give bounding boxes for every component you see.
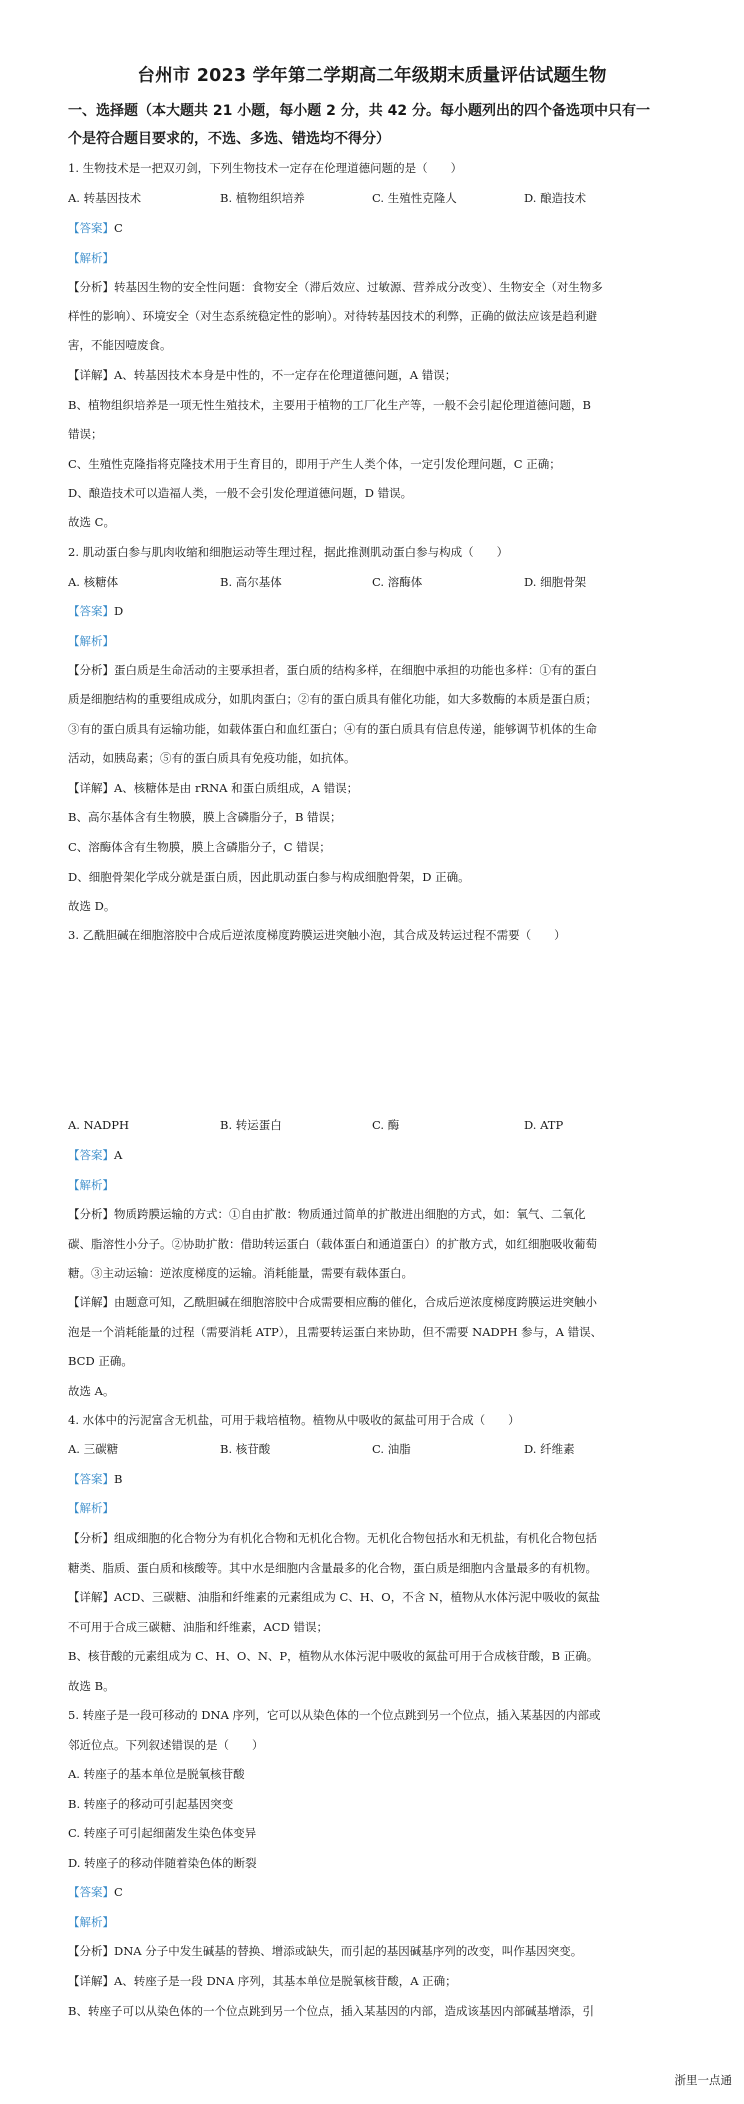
question-5-stem: 邻近位点。下列叙述错误的是（ ） xyxy=(68,1738,264,1752)
answer-value: C xyxy=(114,221,123,235)
analysis-tag: 【解析】 xyxy=(68,1178,114,1192)
question-5-text-line: 【详解】A、转座子是一段 DNA 序列，其基本单位是脱氧核苷酸，A 正确； xyxy=(68,1974,457,1988)
section-heading-line-1: 一、选择题（本大题共 21 小题，每小题 2 分，共 42 分。每小题列出的四个备选项中只有一 xyxy=(68,103,650,119)
answer-tag: 【答案】 xyxy=(68,1472,114,1486)
option-c: C. 油脂 xyxy=(372,1442,411,1456)
question-3-text-line: 故选 A。 xyxy=(68,1384,115,1398)
question-4-text-line: 【详解】ACD、三碳糖、油脂和纤维素的元素组成为 C、H、O，不含 N，植物从水体污泥中吸收的氮盐 xyxy=(68,1590,600,1604)
question-4-text-line: 【分析】组成细胞的化合物分为有机化合物和无机化合物。无机化合物包括水和无机盐，有机化合物包括 xyxy=(68,1531,597,1545)
question-3-text-line: 【分析】物质跨膜运输的方式：①自由扩散：物质通过简单的扩散进出细胞的方式，如：氧气、二氧化 xyxy=(68,1207,586,1221)
answer-tag: 【答案】 xyxy=(68,221,114,235)
question-2-text-line: B、高尔基体含有生物膜，膜上含磷脂分子，B 错误； xyxy=(68,810,342,824)
question-1-stem: 1. 生物技术是一把双刃剑，下列生物技术一定存在伦理道德问题的是（ ） xyxy=(68,161,463,175)
question-2-text-line: 【详解】A、核糖体是由 rRNA 和蛋白质组成，A 错误； xyxy=(68,781,359,795)
question-3-text-line: 泡是一个消耗能量的过程（需要消耗 ATP），且需要转运蛋白来协助，但不需要 NADPH 参与，A 错误、 xyxy=(68,1325,603,1339)
option-a: A. 三碳糖 xyxy=(68,1442,119,1456)
option-a: A. 核糖体 xyxy=(68,575,119,589)
question-2-text-line: 活动，如胰岛素；⑤有的蛋白质具有免疫功能，如抗体。 xyxy=(68,751,356,765)
question-2-text-line: D、细胞骨架化学成分就是蛋白质，因此肌动蛋白参与构成细胞骨架，D 正确。 xyxy=(68,870,470,884)
option-c: C. 溶酶体 xyxy=(372,575,423,589)
option-d: D. 纤维素 xyxy=(524,1442,575,1456)
option-b: B. 核苷酸 xyxy=(220,1442,271,1456)
question-1-text-line: 样性的影响）、环境安全（对生态系统稳定性的影响）。对待转基因技术的利弊，正确的做法应该是趋利避 xyxy=(68,309,597,323)
question-4-text-line: B、核苷酸的元素组成为 C、H、O、N、P，植物从水体污泥中吸收的氮盐可用于合成核苷酸，B 正确。 xyxy=(68,1649,599,1663)
question-5-option-c: C. 转座子可引起细菌发生染色体变异 xyxy=(68,1826,257,1840)
question-5-text-line: 【分析】DNA 分子中发生碱基的替换、增添或缺失，而引起的基因碱基序列的改变，叫作基因突变。 xyxy=(68,1944,583,1958)
answer-value: D xyxy=(114,604,124,618)
question-5-text-line: B、转座子可以从染色体的一个位点跳到另一个位点，插入某基因的内部，造成该基因内部碱基增添，引 xyxy=(68,2004,594,2018)
question-4-options xyxy=(68,1438,680,1460)
option-d: D. 细胞骨架 xyxy=(524,575,587,589)
question-3-text-line: 碳、脂溶性小分子。②协助扩散：借助转运蛋白（载体蛋白和通道蛋白）的扩散方式，如红细胞吸收葡萄 xyxy=(68,1237,597,1251)
answer-value: A xyxy=(114,1148,123,1162)
question-3-stem: 3. 乙酰胆碱在细胞溶胶中合成后逆浓度梯度跨膜运进突触小泡，其合成及转运过程不需要（ ） xyxy=(68,928,566,942)
analysis-tag: 【解析】 xyxy=(68,1501,114,1515)
question-4-answer xyxy=(68,1468,680,1490)
section-heading-line-2: 个是符合题目要求的，不选、多选、错选均不得分） xyxy=(68,131,390,147)
answer-tag: 【答案】 xyxy=(68,604,114,618)
question-4-text-line: 故选 B。 xyxy=(68,1679,115,1693)
question-3-options xyxy=(68,1114,680,1136)
option-b: B. 转运蛋白 xyxy=(220,1118,282,1132)
answer-tag: 【答案】 xyxy=(68,1148,114,1162)
question-2-options xyxy=(68,571,680,593)
question-1-options xyxy=(68,187,680,209)
footer-watermark: 浙里一点通 xyxy=(674,2073,732,2087)
question-3-text-line: BCD 正确。 xyxy=(68,1354,133,1368)
question-5-option-a: A. 转座子的基本单位是脱氧核苷酸 xyxy=(68,1767,245,1781)
question-2-answer xyxy=(68,600,680,622)
analysis-tag: 【解析】 xyxy=(68,634,114,648)
question-1-text-line: 故选 C。 xyxy=(68,515,115,529)
question-2-text-line: 【分析】蛋白质是生命活动的主要承担者，蛋白质的结构多样，在细胞中承担的功能也多样：①有的蛋白 xyxy=(68,663,597,677)
question-2-text-line: ③有的蛋白质具有运输功能，如载体蛋白和血红蛋白；④有的蛋白质具有信息传递，能够调节机体的生命 xyxy=(68,722,597,736)
answer-value: C xyxy=(114,1885,123,1899)
option-c: C. 生殖性克隆人 xyxy=(372,191,457,205)
question-4-text-line: 糖类、脂质、蛋白质和核酸等。其中水是细胞内含量最多的化合物，蛋白质是细胞内含量最多的有机物。 xyxy=(68,1561,597,1575)
option-b: B. 高尔基体 xyxy=(220,575,282,589)
question-2-text-line: 故选 D。 xyxy=(68,899,116,913)
option-d: D. 酿造技术 xyxy=(524,191,587,205)
option-d: D. ATP xyxy=(524,1118,564,1132)
option-c: C. 酶 xyxy=(372,1118,400,1132)
question-1-text-line: 错误； xyxy=(68,427,103,441)
question-3-text-line: 【详解】由题意可知，乙酰胆碱在细胞溶胶中合成需要相应酶的催化，合成后逆浓度梯度跨膜运进突触小 xyxy=(68,1295,597,1309)
question-1-text-line: C、生殖性克隆指将克隆技术用于生育目的，即用于产生人类个体，一定引发伦理问题，C 正确； xyxy=(68,457,561,471)
option-a: A. NADPH xyxy=(68,1118,129,1132)
question-3-answer xyxy=(68,1144,680,1166)
question-2-text-line: 质是细胞结构的重要组成成分，如肌肉蛋白；②有的蛋白质具有催化功能，如大多数酶的本质是蛋白质； xyxy=(68,692,597,706)
question-1-text-line: D、酿造技术可以造福人类，一般不会引发伦理道德问题，D 错误。 xyxy=(68,486,413,500)
question-4-text-line: 不可用于合成三碳糖、油脂和纤维素，ACD 错误； xyxy=(68,1620,328,1634)
question-2-stem: 2. 肌动蛋白参与肌肉收缩和细胞运动等生理过程，据此推测肌动蛋白参与构成（ ） xyxy=(68,545,509,559)
question-5-option-b: B. 转座子的移动可引起基因突变 xyxy=(68,1797,234,1811)
question-2-text-line: C、溶酶体含有生物膜，膜上含磷脂分子，C 错误； xyxy=(68,840,331,854)
question-4-stem: 4. 水体中的污泥富含无机盐，可用于栽培植物。植物从中吸收的氮盐可用于合成（ ） xyxy=(68,1413,520,1427)
question-1-text-line: 【详解】A、转基因技术本身是中性的，不一定存在伦理道德问题，A 错误； xyxy=(68,368,457,382)
question-3-text-line: 糖。③主动运输：逆浓度梯度的运输。消耗能量，需要有载体蛋白。 xyxy=(68,1266,413,1280)
question-5-option-d: D. 转座子的移动伴随着染色体的断裂 xyxy=(68,1856,257,1870)
analysis-tag: 【解析】 xyxy=(68,251,114,265)
question-1-text-line: 【分析】转基因生物的安全性问题：食物安全（滞后效应、过敏源、营养成分改变）、生物安全（对生物多 xyxy=(68,280,603,294)
question-1-text-line: 害，不能因噎废食。 xyxy=(68,338,172,352)
answer-tag: 【答案】 xyxy=(68,1885,114,1899)
question-1-text-line: B、植物组织培养是一项无性生殖技术，主要用于植物的工厂化生产等，一般不会引起伦理道德问题，B xyxy=(68,398,591,412)
option-a: A. 转基因技术 xyxy=(68,191,142,205)
analysis-tag: 【解析】 xyxy=(68,1915,114,1929)
answer-value: B xyxy=(114,1472,123,1486)
option-b: B. 植物组织培养 xyxy=(220,191,305,205)
question-5-stem: 5. 转座子是一段可移动的 DNA 序列，它可以从染色体的一个位点跳到另一个位点，插入某基因的内部或 xyxy=(68,1708,601,1722)
question-1-answer xyxy=(68,217,680,239)
question-5-answer xyxy=(68,1881,680,1903)
page-title: 台州市 2023 学年第二学期高二年级期末质量评估试题生物 xyxy=(137,66,607,86)
